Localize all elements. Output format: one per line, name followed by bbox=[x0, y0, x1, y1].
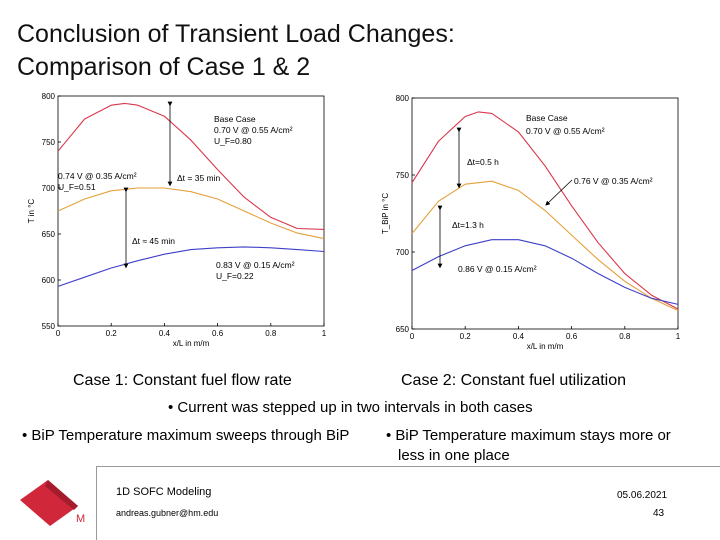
annotation-text: Δt=0.5 h bbox=[467, 157, 499, 167]
annotation-text: Δt = 35 min bbox=[177, 173, 221, 183]
annotation-text: U_F=0.80 bbox=[214, 136, 252, 146]
bullet-case2-conclusion-cont: less in one place bbox=[398, 447, 510, 464]
x-axis-label: x/L in m/m bbox=[172, 339, 210, 348]
y-tick-label: 550 bbox=[41, 322, 55, 331]
annotation-text: 0.70 V @ 0.55 A/cm² bbox=[526, 126, 605, 136]
slide-title bbox=[17, 18, 455, 84]
annotation-text: 0.70 V @ 0.55 A/cm² bbox=[214, 125, 293, 135]
y-tick-label: 750 bbox=[41, 138, 55, 147]
y-tick-label: 700 bbox=[41, 184, 55, 193]
bullet-current-stepped: • Current was stepped up in two intervals in both cases bbox=[168, 399, 533, 416]
chart-case2 bbox=[372, 86, 684, 358]
annotation-text: Base Case bbox=[526, 113, 568, 123]
x-axis-label: x/L in m/m bbox=[526, 342, 564, 351]
caption-case1: Case 1: Constant fuel flow rate bbox=[73, 372, 292, 389]
annotation-text: 0.74 V @ 0.35 A/cm² bbox=[58, 171, 137, 181]
series-line-blue bbox=[412, 240, 678, 305]
y-tick-label: 800 bbox=[395, 94, 409, 103]
annotation-text: 0.86 V @ 0.15 A/cm² bbox=[458, 264, 537, 274]
footer-date: 05.06.2021 bbox=[617, 490, 668, 501]
x-tick-label: 0.2 bbox=[459, 332, 471, 341]
x-tick-label: 0.8 bbox=[619, 332, 631, 341]
x-tick-label: 0 bbox=[409, 332, 415, 341]
annotation-text: U_F=0.22 bbox=[216, 271, 254, 281]
annotation-text: Base Case bbox=[214, 114, 256, 124]
footer-vertical-divider bbox=[96, 466, 97, 540]
x-tick-label: 0.4 bbox=[158, 329, 170, 338]
x-tick-label: 0.8 bbox=[265, 329, 277, 338]
y-tick-label: 750 bbox=[395, 171, 409, 180]
annotation-text: 0.83 V @ 0.15 A/cm² bbox=[216, 260, 295, 270]
x-tick-label: 0.4 bbox=[512, 332, 524, 341]
x-tick-label: 0 bbox=[55, 329, 61, 338]
footer-page-number: 43 bbox=[653, 508, 665, 519]
x-tick-label: 0.6 bbox=[566, 332, 578, 341]
y-axis-label: T_BiP in °C bbox=[381, 192, 390, 235]
caption-case2: Case 2: Constant fuel utilization bbox=[401, 372, 627, 389]
x-tick-label: 1 bbox=[321, 329, 327, 338]
footer-email: andreas.gubner@hm.edu bbox=[116, 508, 219, 518]
bullet-case1-conclusion: • BiP Temperature maximum sweeps through BiP bbox=[22, 427, 350, 444]
series-line-red bbox=[58, 103, 324, 229]
svg-text:M: M bbox=[76, 513, 86, 525]
annotation-text: Δt=1.3 h bbox=[452, 220, 484, 230]
y-tick-label: 650 bbox=[41, 230, 55, 239]
slide-title-line1: Conclusion of Transient Load Changes: bbox=[17, 20, 455, 48]
series-line-orange bbox=[58, 188, 324, 239]
x-tick-label: 0.6 bbox=[212, 329, 224, 338]
x-tick-label: 0.2 bbox=[105, 329, 117, 338]
footer-divider bbox=[96, 466, 720, 467]
bullet-case2-conclusion: • BiP Temperature maximum stays more or bbox=[386, 427, 671, 444]
annotation-text: 0.76 V @ 0.35 A/cm² bbox=[574, 176, 653, 186]
chart-case1 bbox=[14, 86, 332, 352]
annotation-text: Δt ≈ 45 min bbox=[132, 236, 175, 246]
y-axis-label: T in °C bbox=[27, 198, 36, 224]
hm-logo bbox=[18, 478, 90, 526]
annotation-text: U_F=0.51 bbox=[58, 182, 96, 192]
footer-title: 1D SOFC Modeling bbox=[116, 486, 212, 498]
y-tick-label: 650 bbox=[395, 325, 409, 334]
y-tick-label: 800 bbox=[41, 92, 55, 101]
y-tick-label: 600 bbox=[41, 276, 55, 285]
x-tick-label: 1 bbox=[675, 332, 681, 341]
y-tick-label: 700 bbox=[395, 248, 409, 257]
slide-title-line2: Comparison of Case 1 & 2 bbox=[17, 53, 311, 81]
